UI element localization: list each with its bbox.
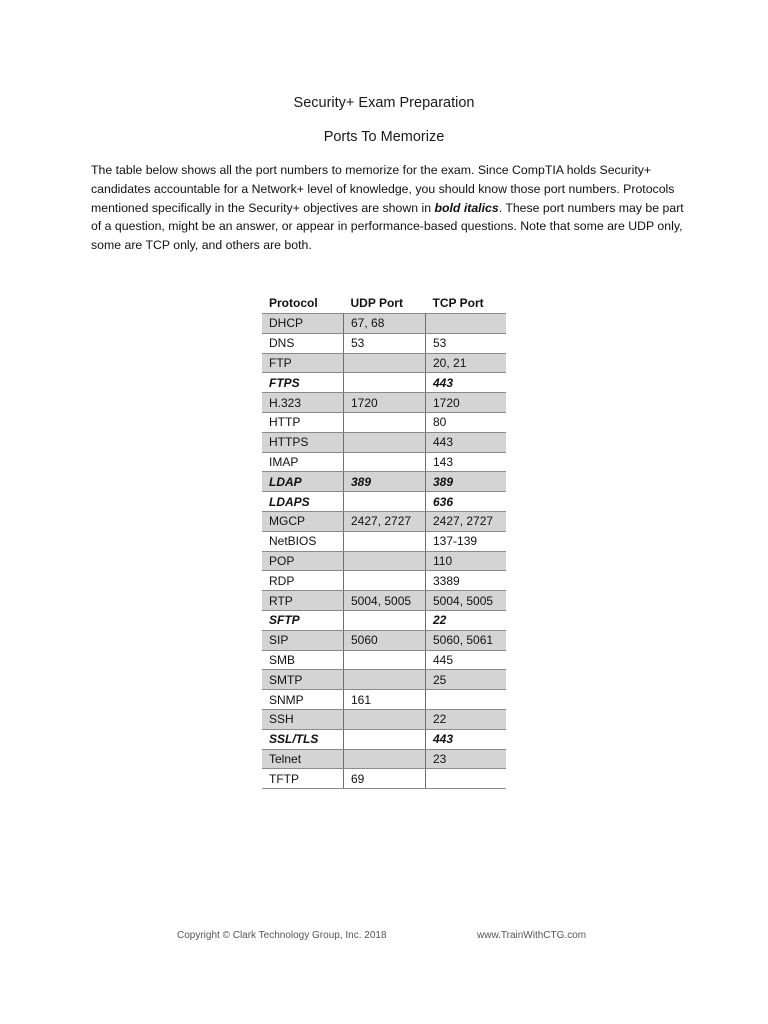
table-row (262, 709, 506, 729)
udp-port-cell (344, 571, 426, 591)
tcp-port-cell: 3389 (426, 571, 507, 591)
table-row (262, 610, 506, 630)
footer-website: www.TrainWithCTG.com (477, 930, 587, 941)
udp-port-cell (344, 432, 426, 452)
tcp-port-cell: 22 (426, 709, 507, 729)
tcp-port-cell: 20, 21 (426, 353, 507, 373)
udp-port-cell: 5060 (344, 630, 426, 650)
protocol-cell: FTP (262, 353, 344, 373)
intro-paragraph (91, 161, 687, 255)
table-row (262, 412, 506, 432)
protocol-cell: RDP (262, 571, 344, 591)
tcp-port-cell: 5060, 5061 (426, 630, 507, 650)
udp-port-cell (344, 492, 426, 512)
tcp-port-cell: 445 (426, 650, 507, 670)
tcp-port-cell: 110 (426, 551, 507, 571)
protocol-cell: LDAPS (262, 492, 344, 512)
header-tcp-port: TCP Port (432, 295, 484, 310)
table-row (262, 373, 506, 393)
udp-port-cell (344, 729, 426, 749)
header-protocol: Protocol (269, 295, 318, 310)
table-row (262, 531, 506, 551)
tcp-port-cell: 443 (426, 729, 507, 749)
ports-table (262, 292, 506, 789)
tcp-port-cell: 1720 (426, 393, 507, 413)
protocol-cell: POP (262, 551, 344, 571)
udp-port-cell (344, 452, 426, 472)
document-subtitle: Ports To Memorize (323, 129, 445, 145)
protocol-cell: SMB (262, 650, 344, 670)
table-row (262, 472, 506, 492)
table-row (262, 551, 506, 571)
table-row (262, 452, 506, 472)
table-row (262, 571, 506, 591)
header-udp-port: UDP Port (350, 295, 403, 310)
protocol-cell: TFTP (262, 769, 344, 789)
tcp-port-cell: 443 (426, 432, 507, 452)
udp-port-cell (344, 531, 426, 551)
table-row (262, 353, 506, 373)
tcp-port-cell: 443 (426, 373, 507, 393)
protocol-cell: H.323 (262, 393, 344, 413)
tcp-port-cell: 80 (426, 412, 507, 432)
document-title: Security+ Exam Preparation (293, 95, 475, 111)
tcp-port-cell: 143 (426, 452, 507, 472)
protocol-cell: DNS (262, 333, 344, 353)
protocol-cell: NetBIOS (262, 531, 344, 551)
table-header-row (262, 292, 506, 314)
protocol-cell: SFTP (262, 610, 344, 630)
intro-text-part1: The table below shows all the port numbers to memorize for the exam. Since CompTIA holds Security+ candidates accountable for a Network+ level of knowledge, you should know those port numbers. Protocols mentioned specifically in the Security+ objectives are shown in (91, 163, 675, 215)
tcp-port-cell: 389 (426, 472, 507, 492)
udp-port-cell: 389 (344, 472, 426, 492)
udp-port-cell: 2427, 2727 (344, 511, 426, 531)
protocol-cell: HTTPS (262, 432, 344, 452)
table-row (262, 769, 506, 789)
udp-port-cell (344, 650, 426, 670)
tcp-port-cell: 5004, 5005 (426, 591, 507, 611)
protocol-cell: SSL/TLS (262, 729, 344, 749)
table-row (262, 591, 506, 611)
tcp-port-cell: 23 (426, 749, 507, 769)
protocol-cell: Telnet (262, 749, 344, 769)
tcp-port-cell: 25 (426, 670, 507, 690)
protocol-cell: MGCP (262, 511, 344, 531)
udp-port-cell (344, 551, 426, 571)
protocol-cell: LDAP (262, 472, 344, 492)
table-row (262, 630, 506, 650)
protocol-cell: DHCP (262, 314, 344, 334)
intro-emphasis: bold italics (434, 200, 499, 215)
table-row (262, 333, 506, 353)
udp-port-cell (344, 709, 426, 729)
table-row (262, 749, 506, 769)
tcp-port-cell: 2427, 2727 (426, 511, 507, 531)
udp-port-cell (344, 373, 426, 393)
protocol-cell: SSH (262, 709, 344, 729)
tcp-port-cell: 22 (426, 610, 507, 630)
udp-port-cell: 53 (344, 333, 426, 353)
table-row (262, 650, 506, 670)
udp-port-cell (344, 610, 426, 630)
tcp-port-cell: 137-139 (426, 531, 507, 551)
table-row (262, 393, 506, 413)
udp-port-cell (344, 412, 426, 432)
tcp-port-cell (426, 690, 507, 710)
ports-table-body (262, 314, 506, 789)
udp-port-cell: 5004, 5005 (344, 591, 426, 611)
udp-port-cell: 67, 68 (344, 314, 426, 334)
table-row (262, 729, 506, 749)
table-row (262, 432, 506, 452)
tcp-port-cell: 636 (426, 492, 507, 512)
table-row (262, 511, 506, 531)
footer-copyright: Copyright © Clark Technology Group, Inc. 2018 (177, 930, 387, 941)
udp-port-cell: 69 (344, 769, 426, 789)
intro-text-part2: . These port numbers may be part of a question, might be an answer, or appear in performance-based questions. Note that some are UDP only, some are TCP only, and others are both. (91, 200, 684, 253)
udp-port-cell (344, 749, 426, 769)
protocol-cell: SIP (262, 630, 344, 650)
protocol-cell: HTTP (262, 412, 344, 432)
udp-port-cell: 161 (344, 690, 426, 710)
table-row (262, 670, 506, 690)
protocol-cell: RTP (262, 591, 344, 611)
protocol-cell: SNMP (262, 690, 344, 710)
udp-port-cell: 1720 (344, 393, 426, 413)
tcp-port-cell (426, 314, 507, 334)
udp-port-cell (344, 670, 426, 690)
protocol-cell: IMAP (262, 452, 344, 472)
protocol-cell: SMTP (262, 670, 344, 690)
table-row (262, 492, 506, 512)
table-row (262, 690, 506, 710)
tcp-port-cell (426, 769, 507, 789)
tcp-port-cell: 53 (426, 333, 507, 353)
udp-port-cell (344, 353, 426, 373)
table-row (262, 314, 506, 334)
protocol-cell: FTPS (262, 373, 344, 393)
